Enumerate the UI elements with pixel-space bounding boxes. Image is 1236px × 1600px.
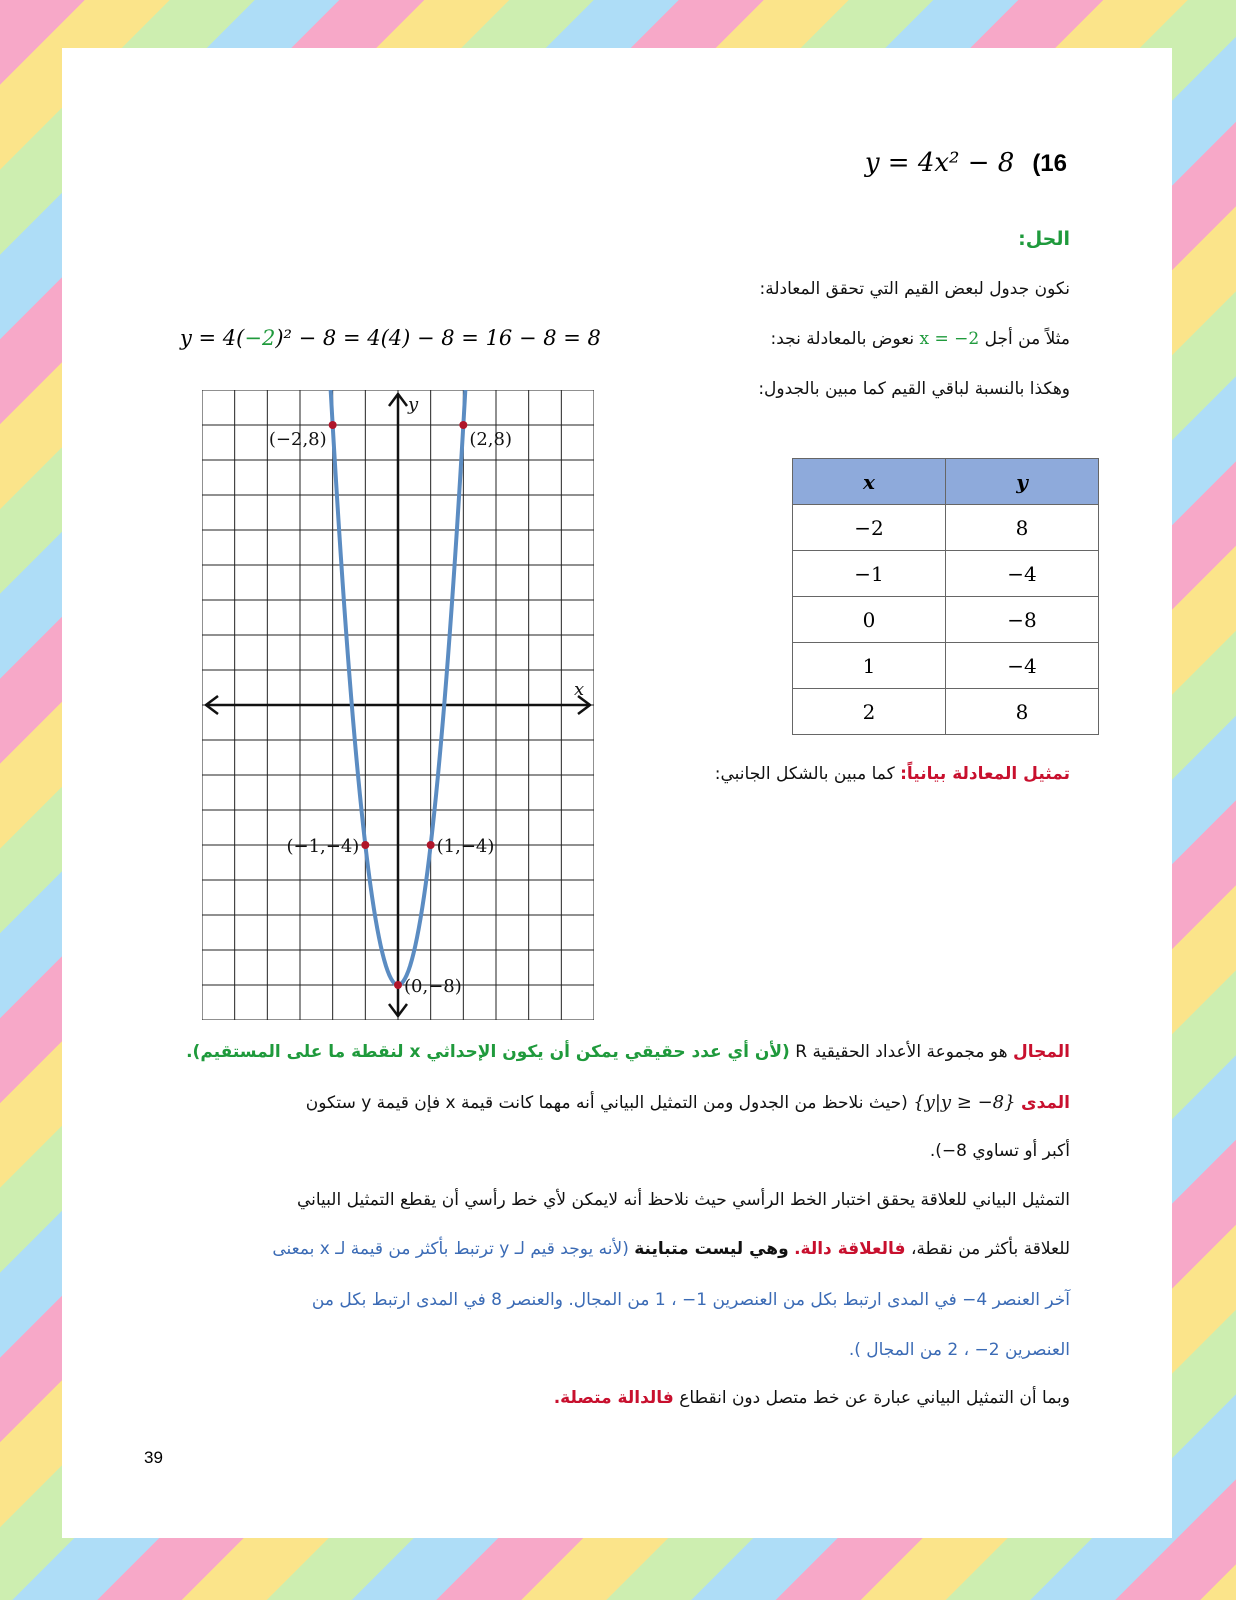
table-cell: 2 [793,689,946,735]
range-set: {y|y ≥ −8} [913,1092,1016,1113]
data-point-label: (−2,8) [268,429,327,450]
table-row [793,689,1099,735]
example-line [771,329,1070,349]
data-point-label: (0,−8) [404,976,462,997]
domain-label: المجال [1013,1042,1070,1062]
data-point [329,421,337,429]
vertical-line4: العنصرين 2− ، 2 من المجال ). [848,1340,1070,1360]
continuity-text: وبما أن التمثيل البياني عبارة عن خط متصل دون انقطاع [679,1388,1070,1408]
values-table [792,458,1099,735]
range-line1: (حيث نلاحظ من الجدول ومن التمثيل البياني أنه مهما كانت قيمة x فإن قيمة y ستكون [305,1093,908,1113]
page [62,48,1172,1538]
data-point [361,841,369,849]
data-point [394,981,402,989]
table-row [793,597,1099,643]
table-intro: وهكذا بالنسبة لباقي القيم كما مبين بالجدول: [758,379,1070,399]
table-cell: 1 [793,643,946,689]
domain-reason: (لأن أي عدد حقيقي يمكن أن يكون الإحداثي x لنقطة ما على المستقيم). [186,1042,790,1062]
problem-header [865,148,1067,178]
example-calculation [180,326,601,350]
range-line2: أكبر أو تساوي 8−). [929,1141,1070,1161]
example-prefix: مثلاً من أجل [984,329,1070,349]
data-point-label: (1,−4) [436,836,495,857]
solution-intro: نكون جدول لبعض القيم التي تحقق المعادلة: [759,279,1070,299]
table-header-y: y [946,459,1099,505]
table-cell: −2 [793,505,946,551]
table-row [793,643,1099,689]
continuity-paragraph [554,1388,1070,1408]
data-point-label: (2,8) [469,429,513,450]
table-row [793,505,1099,551]
y-axis-label: y [408,394,419,415]
domain-text: هو مجموعة الأعداد الحقيقية R [795,1042,1008,1062]
data-point-label: (−1,−4) [286,836,360,857]
range-label: المدى [1020,1093,1070,1113]
vertical-line2 [272,1239,1070,1259]
calc-part-a: y = 4( [180,326,245,350]
vertical-line2-bold: وهي ليست متباينة [634,1239,789,1259]
x-axis-label: x [574,679,585,700]
table-cell: −4 [946,551,1099,597]
calc-part-b: )² − 8 = 4(4) − 8 = 16 − 8 = 8 [275,326,601,350]
continuity-red: فالدالة متصلة. [553,1388,674,1408]
example-suffix: نعوض بالمعادلة نجد: [770,329,915,349]
table-cell: 8 [946,689,1099,735]
data-point [459,421,467,429]
range-paragraph [306,1092,1070,1113]
vertical-line1: التمثيل البياني للعلاقة يحقق اختبار الخط الرأسي حيث نلاحظ أنه لايمكن لأي خط رأسي أن يقطع التمثيل البياني [296,1190,1070,1210]
parabola-graph [202,390,594,1020]
table-cell: 0 [793,597,946,643]
table-cell: 8 [946,505,1099,551]
vertical-line2-a: للعلاقة بأكثر من نقطة، [910,1239,1070,1259]
vertical-line3: آخر العنصر 4− في المدى ارتبط بكل من العنصرين 1− ، 1 من المجال. والعنصر 8 في المدى ارتبط بكل من [311,1290,1070,1310]
page-number: 39 [144,1448,163,1467]
table-cell: −4 [946,643,1099,689]
data-point [427,841,435,849]
example-x: x = −2 [919,329,980,349]
table-cell: −1 [793,551,946,597]
graph-label: تمثيل المعادلة بيانياً: [900,764,1070,784]
table-header-row [793,459,1099,505]
table-header-x: x [793,459,946,505]
vertical-line2-blue: (لأنه يوجد قيم لـ y ترتبط بأكثر من قيمة لـ x بمعنى [272,1239,629,1259]
problem-equation: y = 4x² − 8 [864,148,1015,178]
calc-neg: −2 [244,326,276,350]
problem-number: (16 [1032,150,1067,177]
domain-paragraph [186,1042,1070,1062]
vertical-line2-red: فالعلاقة دالة. [794,1239,906,1259]
graph-text: كما مبين بالشكل الجانبي: [714,764,895,784]
table-cell: −8 [946,597,1099,643]
solution-heading: الحل: [1018,228,1070,250]
table-row [793,551,1099,597]
graph-section [715,764,1070,784]
